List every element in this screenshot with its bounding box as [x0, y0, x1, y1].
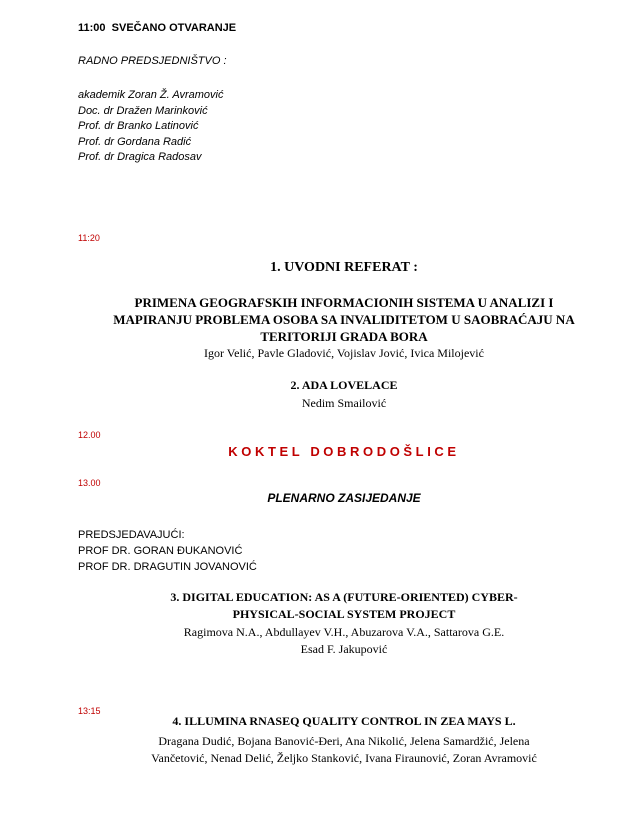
- opening-title: SVEČANO OTVARANJE: [111, 22, 237, 34]
- chair-name: PROF DR. GORAN ĐUKANOVIĆ: [78, 545, 243, 557]
- item3-authors: [60, 624, 628, 658]
- presidium-member: Prof. dr Branko Latinović: [78, 120, 199, 132]
- working-presidium-label: RADNO PREDSJEDNIŠTVO :: [78, 55, 227, 67]
- item4-author-line: Vančetović, Nenad Delić, Željko Stanković, Ivana Firaunović, Zoran Avramović: [151, 751, 537, 765]
- item4-time: 13:15: [78, 706, 101, 716]
- cocktail-time: 12.00: [78, 430, 101, 440]
- keynote-paper-title: [60, 294, 628, 345]
- keynote-heading: 1. UVODNI REFERAT :: [270, 260, 418, 275]
- chairs-label: PREDSJEDAVAJUĆI:: [78, 529, 185, 541]
- item3-author-line: Ragimova N.A., Abdullayev V.H., Abuzarova V.A., Sattarova G.E.: [183, 625, 505, 639]
- paper-title-line: TERITORIJI GRADA BORA: [260, 329, 428, 344]
- opening-time: 11:00: [78, 22, 106, 34]
- item3-title-line: PHYSICAL-SOCIAL SYSTEM PROJECT: [232, 607, 456, 621]
- item2-title: 2. ADA LOVELACE: [290, 378, 398, 392]
- paper-title-line: MAPIRANJU PROBLEMA OSOBA SA INVALIDITETOM U SAOBRAĆAJU NA: [113, 312, 575, 327]
- plenary-title: PLENARNO ZASIJEDANJE: [267, 491, 421, 505]
- session1-time: 11:20: [78, 233, 100, 243]
- item4-authors: [60, 733, 628, 767]
- cocktail-title: KOKTEL DOBRODOŠLICE: [228, 444, 460, 459]
- opening-line: [78, 22, 236, 34]
- item4-author-line: Dragana Dudić, Bojana Banović-Đeri, Ana Nikolić, Jelena Samardžić, Jelena: [158, 734, 530, 748]
- plenary-time: 13.00: [78, 478, 101, 488]
- presidium-member: Prof. dr Dragica Radosav: [78, 151, 202, 163]
- keynote-authors: Igor Velić, Pavle Gladović, Vojislav Jović, Ivica Milojević: [204, 346, 484, 360]
- paper-title-line: PRIMENA GEOGRAFSKIH INFORMACIONIH SISTEMA U ANALIZI I: [134, 295, 554, 310]
- item3-author-line: Esad F. Jakupović: [300, 642, 388, 656]
- working-presidium-members: [78, 88, 224, 166]
- presidium-member: Doc. dr Dražen Marinković: [78, 104, 208, 117]
- item3-title-line: 3. DIGITAL EDUCATION: AS A (FUTURE-ORIENTED) CYBER-: [170, 590, 518, 604]
- item2-author: Nedim Smailović: [301, 396, 387, 410]
- chair-name: PROF DR. DRAGUTIN JOVANOVIĆ: [78, 561, 257, 573]
- item4-title: 4. ILLUMINA RNASEQ QUALITY CONTROL IN ZEA MAYS L.: [172, 714, 516, 728]
- plenary-chairs: [78, 527, 257, 575]
- item3-title: [60, 589, 628, 623]
- presidium-member: Prof. dr Gordana Radić: [78, 135, 192, 148]
- presidium-member: akademik Zoran Ž. Avramović: [78, 89, 224, 101]
